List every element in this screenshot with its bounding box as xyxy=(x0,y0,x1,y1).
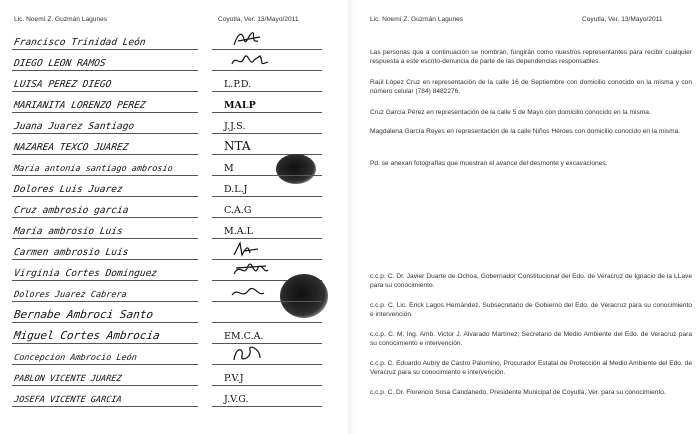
name-line xyxy=(12,91,198,92)
signer-initials: NTA xyxy=(224,139,251,153)
signer-initials: D.L.J xyxy=(224,184,248,195)
signer-name: Cruz ambrosio garcia xyxy=(13,205,130,216)
signer-name: LUISA PEREZ DIEGO xyxy=(13,79,113,90)
signature-line xyxy=(212,175,322,176)
signer-initials: J.V.G. xyxy=(224,394,249,405)
signature-line xyxy=(212,49,322,50)
signature-page xyxy=(0,0,344,434)
handwritten-signature xyxy=(230,52,270,70)
name-line xyxy=(12,112,198,113)
name-line xyxy=(12,175,198,176)
handwritten-signature xyxy=(230,29,264,49)
signature-line xyxy=(212,301,322,302)
name-line xyxy=(12,406,198,407)
signer-initials: M.A.L xyxy=(224,226,253,237)
signature-row xyxy=(0,177,344,198)
name-line xyxy=(12,217,198,218)
author-header: Lic. Noemí Z. Guzmán Lagunes xyxy=(370,16,464,23)
place-date-header: Coyutla, Ver. 13/Mayo/2011 xyxy=(218,16,299,23)
name-line xyxy=(12,49,198,50)
name-line xyxy=(12,280,198,281)
signature-row xyxy=(0,240,344,261)
signature-line xyxy=(212,112,322,113)
name-line xyxy=(12,238,198,239)
name-line xyxy=(12,70,198,71)
signer-name: Dolores Luis Juarez xyxy=(13,184,124,195)
signature-row xyxy=(0,156,344,177)
signer-name: JOSEFA VICENTE GARCIA xyxy=(13,395,123,405)
signature-row xyxy=(0,324,344,345)
signature-line xyxy=(212,70,322,71)
signature-line xyxy=(212,322,322,323)
signer-name: Dolores Juarez Cabrera xyxy=(13,290,128,300)
signature-row xyxy=(0,366,344,387)
signer-name: MARIANITA LORENZO PEREZ xyxy=(13,100,147,111)
signature-row xyxy=(0,72,344,93)
signature-line xyxy=(212,385,322,386)
signature-row xyxy=(0,30,344,51)
signer-name: Bernabe Ambroci Santo xyxy=(13,308,154,321)
postscript-paragraph: Pd. se anexan fotografías que muestran el avance del desmonte y excavaciones. xyxy=(370,160,608,167)
name-line xyxy=(12,364,198,365)
signer-initials: M xyxy=(224,163,234,174)
name-line xyxy=(12,259,198,260)
signer-name: Francisco Trinidad León xyxy=(13,37,147,48)
ccp-paragraph: c.c.p. C. Lic. Erick Lagos Hernández, Subsecretario de Gobierno del Edo. de Veracruz para su conocimiento e intervención. xyxy=(370,302,692,318)
page-gutter xyxy=(346,0,354,434)
signer-initials: MALP xyxy=(224,100,256,111)
signature-row xyxy=(0,93,344,114)
name-line xyxy=(12,196,198,197)
handwritten-signature xyxy=(230,241,260,259)
handwritten-signature xyxy=(230,260,270,280)
signer-name: Juana Juarez Santiago xyxy=(13,121,135,132)
signer-name: Carmen ambrosio Luis xyxy=(13,247,130,258)
signer-name: Maria ambrosio Luis xyxy=(13,226,124,237)
signer-initials: L.P.D. xyxy=(224,79,252,90)
handwritten-signature xyxy=(230,283,266,301)
signer-name: Maria antonia santiago ambrosio xyxy=(13,164,174,174)
signer-initials: P.V.J xyxy=(224,373,244,384)
ccp-paragraph: c.c.p. C. Dr. Javier Duarte de Ochoa, Gobernador Constitucional del Edo. de Veracruz de Ignacio de la LLave para su conocimiento. xyxy=(370,273,692,289)
signature-row xyxy=(0,345,344,366)
signer-name: Concepcion Ambrocio León xyxy=(13,353,138,363)
representative-paragraph: Magdalena García Reyes en representación de la calle Niños Héroes con domicilio conocido en la misma. xyxy=(370,128,681,135)
signature-row xyxy=(0,303,344,324)
signer-name: Miguel Cortes Ambrocia xyxy=(13,329,161,342)
signature-row xyxy=(0,114,344,135)
signature-line xyxy=(212,217,322,218)
author-header: Lic. Noemí Z. Guzmán Lagunes xyxy=(14,16,108,23)
name-line xyxy=(12,133,198,134)
ccp-paragraph: c.c.p. C. Eduardo Aubry de Castro Palomino, Procurador Estatal de Protección al Medio Ambiente del Edo. de Veracruz para su conocimiento e intervención. xyxy=(370,360,692,376)
representative-paragraph: Raúl López Cruz en representación de la calle 16 de Septiembre con domicilio conocido en la misma y con número celular (784) 8482276. xyxy=(370,79,692,95)
signature-row xyxy=(0,387,344,408)
signature-row xyxy=(0,282,344,303)
letter-page xyxy=(356,0,700,434)
intro-paragraph: Las personas que a continuación se nombran, fungirán como nuestros representantes para recibir cualquier respuesta a este escrito-denuncia de parte de las dependencias responsables. xyxy=(370,49,692,65)
ccp-paragraph: c.c.p. C. Dr. Florencio Sosa Candanedo. Presidente Municipal de Coyutla, Ver. para su conocimiento. xyxy=(370,389,666,396)
name-line xyxy=(12,343,198,344)
name-line xyxy=(12,322,198,323)
signature-row xyxy=(0,51,344,72)
signature-line xyxy=(212,343,322,344)
signer-initials: EM.C.A. xyxy=(224,331,264,342)
signature-line xyxy=(212,91,322,92)
signer-initials: C.A.G xyxy=(224,205,252,216)
signature-row xyxy=(0,219,344,240)
signature-row xyxy=(0,135,344,156)
signature-line xyxy=(212,238,322,239)
signer-name: NAZAREA TEXCO JUAREZ xyxy=(13,142,130,153)
representative-paragraph: Cruz García Pérez en representación de la calle 5 de Mayo con domicilio conocido en la misma. xyxy=(370,109,651,116)
name-line xyxy=(12,154,198,155)
signer-initials: J.J.S. xyxy=(224,121,246,132)
name-line xyxy=(12,385,198,386)
signer-name: Virginia Cortes Dominguez xyxy=(13,268,158,279)
name-line xyxy=(12,301,198,302)
signer-name: PABLON VICENTE JUAREZ xyxy=(13,374,123,384)
handwritten-signature xyxy=(230,344,264,364)
signer-name: DIEGO LEON RAMOS xyxy=(13,58,107,69)
signature-row xyxy=(0,198,344,219)
signature-line xyxy=(212,406,322,407)
signature-line xyxy=(212,133,322,134)
place-date-header: Coyutla, Ver. 13/Mayo/2011 xyxy=(582,16,663,23)
signature-line xyxy=(212,196,322,197)
signature-line xyxy=(212,364,322,365)
ccp-paragraph: c.c.p. C. M. Ing. Amb. Victor J. Alvarado Martínez, Secretario de Medio Ambiente del Edo. de Veracruz para su conocimiento e intervención. xyxy=(370,331,692,347)
